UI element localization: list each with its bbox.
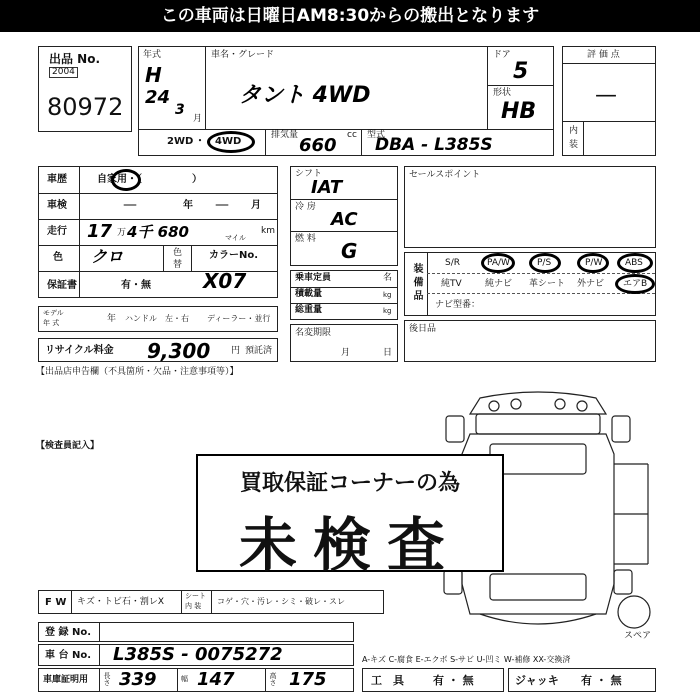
lot-number-box (38, 46, 132, 132)
handle-label: ハンドル (125, 314, 157, 323)
mileage-mile-note: マイル (225, 234, 246, 242)
drive-2wd: 2WD (167, 136, 194, 147)
history-private-circle (111, 169, 141, 191)
recycle-row (38, 338, 278, 362)
shape-value: HB (501, 99, 537, 124)
lot-number: 80972 (47, 93, 124, 121)
width-value: 147 (197, 669, 235, 690)
inspection-year-value: — (123, 197, 137, 213)
drive-4wd: 4WD (215, 136, 242, 147)
displacement-unit: cc (347, 130, 357, 140)
repaint-label-2: 替 (173, 260, 183, 270)
load-unit: kg (383, 291, 392, 299)
seat-label-1: シート (185, 592, 206, 600)
aircon-value: AC (331, 209, 358, 230)
drive-sep: ・ (195, 136, 205, 147)
inspection-label: 車検 (47, 200, 67, 211)
interior-label-1: 内 (569, 126, 579, 136)
recycle-value: 9,300 (147, 339, 211, 363)
name-change-box (290, 324, 398, 362)
dealer-options: ディーラー・並行 (207, 314, 271, 323)
inspection-year-unit: 年 (183, 200, 193, 211)
fw-label: F W (45, 597, 67, 608)
height-label: 高さ (269, 672, 277, 686)
model-year-label-2: 年 式 (43, 319, 60, 327)
color-value: クロ (91, 247, 124, 266)
model-type-label: 型式 (367, 130, 386, 140)
score-label: 評 価 点 (587, 50, 620, 60)
jack-options: 有 ・ 無 (581, 674, 622, 687)
sales-point-label: セールスポイント (409, 170, 481, 180)
mileage-km-unit: km (261, 226, 275, 236)
weight-label: 総重量 (295, 305, 323, 315)
jack-row (508, 668, 656, 692)
chassis-row (38, 644, 354, 666)
fuel-value: G (341, 239, 358, 263)
equip-paw: PA/W (487, 258, 510, 268)
recycle-unit: 円 (231, 346, 241, 356)
equip-ps-circle (529, 253, 561, 273)
tools-row (362, 668, 504, 692)
chassis-label: 車 台 No. (45, 650, 92, 661)
inspection-month-value: — (215, 197, 229, 213)
mileage-man-unit: 万 (117, 228, 127, 238)
mileage-label: 走行 (47, 226, 67, 237)
model-type-value: DBA - L385S (375, 135, 493, 155)
shift-label: シフト (295, 169, 323, 179)
aircon-label: 冷 房 (295, 202, 316, 212)
year-label: 年式 (143, 50, 162, 60)
seat-text: コゲ・穴・汚レ・シミ・破レ・スレ (217, 597, 345, 606)
equip-ext-navi: 外ナビ (577, 279, 605, 289)
registration-no-row (38, 622, 354, 642)
month-value: 3 (175, 102, 185, 118)
car-name-value: タント 4WD (239, 83, 371, 108)
spec-table-middle (290, 166, 398, 266)
tools-label: 工 具 (371, 674, 404, 687)
chassis-value: L385S - 0075272 (113, 644, 283, 665)
equip-airbag: エアB (623, 279, 648, 289)
displacement-value: 660 (299, 135, 337, 156)
recycle-label: リサイクル料金 (45, 345, 114, 356)
displacement-label: 排気量 (271, 130, 299, 140)
load-label: 積載量 (295, 289, 323, 299)
capacity-unit: 名 (383, 273, 393, 283)
warranty-label: 保証書 (47, 280, 77, 291)
inspection-month-unit: 月 (251, 200, 261, 211)
repaint-label-1: 色 (173, 248, 183, 258)
name-change-day-unit: 日 (383, 348, 393, 358)
handle-options: 左・右 (165, 314, 189, 323)
score-box (562, 46, 656, 156)
mileage-man: 17 (87, 221, 113, 242)
vehicle-cert-row (38, 668, 354, 692)
lot-number-label: 出品 No. (49, 52, 101, 66)
fuel-label: 燃 料 (295, 234, 316, 244)
vehicle-cert-label: 車庫証明用 (43, 675, 89, 685)
year-value: 24 (145, 87, 171, 108)
color-label: 色 (53, 252, 63, 263)
equip-ps: P/S (537, 258, 552, 268)
registration-no-label: 登 録 No. (45, 627, 92, 638)
sales-point-box (404, 166, 656, 248)
drive-4wd-circle (207, 131, 255, 153)
width-label: 幅 (181, 675, 188, 683)
spec-table-left (38, 166, 278, 298)
equip-abs: ABS (625, 258, 643, 268)
shape-label: 形状 (493, 88, 512, 98)
inspector-note-label: 【検査員記入】 (36, 441, 100, 451)
model-year-label-1: モデル (43, 309, 64, 317)
car-name-label: 車名・グレード (211, 50, 275, 60)
height-value: 175 (289, 669, 327, 690)
equip-navi: 純ナビ (485, 279, 513, 289)
after-market-box (404, 320, 656, 362)
weight-unit: kg (383, 307, 392, 315)
navi-model-label: ナビ型番： (435, 300, 481, 310)
lot-year-stamp: 2004 (49, 67, 78, 78)
not-inspected-stamp (196, 454, 504, 579)
equip-pw-circle (577, 253, 609, 273)
stamp-line-1: 買取保証コーナーの為 (239, 471, 460, 496)
capacity-table (290, 270, 398, 320)
equip-pw: P/W (585, 258, 603, 268)
equipment-label: 装 備 品 (411, 263, 422, 300)
vehicle-info-box (138, 46, 554, 156)
exhibitor-note-label: 【出品店申告欄（不具箇所・欠品・注意事項等）】 (36, 367, 239, 377)
jack-label: ジャッキ (515, 674, 559, 687)
equip-sr: S/R (445, 258, 460, 268)
stamp-line-2: 未検査 (238, 511, 461, 579)
history-label: 車歴 (47, 174, 67, 185)
capacity-label: 乗車定員 (295, 273, 332, 283)
mileage-rest: 4千 680 (127, 223, 189, 241)
model-year-row (38, 306, 278, 332)
name-change-label: 名変期限 (295, 328, 332, 338)
score-value: — (595, 83, 617, 108)
spare-label: スペア (624, 631, 652, 641)
color-code-value: X07 (203, 269, 247, 293)
equip-abs-circle (617, 253, 653, 273)
interior-label-2: 装 (569, 140, 579, 150)
year-era: H (145, 63, 162, 87)
damage-legend: A-キズ C-腐食 E-エクボ S-サビ U-凹ミ W-補修 XX-交換済 (362, 655, 571, 664)
recycle-note: 預託済 (245, 346, 273, 356)
equip-paw-circle (481, 253, 515, 273)
equipment-box (404, 252, 656, 316)
announcement-banner: この車両は日曜日AM8:30からの搬出となります (0, 0, 700, 32)
equip-leather: 革シート (529, 279, 566, 289)
length-value: 339 (119, 669, 157, 690)
tools-options: 有 ・ 無 (433, 674, 474, 687)
fw-legend-row (38, 590, 384, 614)
history-options: 自家用・（ ） (97, 174, 202, 185)
name-change-month-unit: 月 (341, 348, 351, 358)
seat-label-2: 内 装 (185, 602, 202, 610)
warranty-options: 有・無 (121, 280, 151, 291)
after-market-label: 後日品 (409, 324, 437, 334)
equip-tv: 純TV (441, 279, 462, 289)
length-label: 長さ (103, 672, 111, 686)
fw-text: キズ・トビ石・割レX (77, 597, 164, 607)
color-code-label: カラーNo. (209, 250, 259, 261)
model-year-unit: 年 (107, 314, 117, 324)
shift-value: IAT (311, 177, 343, 198)
equip-airbag-circle (615, 274, 655, 294)
door-label: ドア (493, 50, 511, 60)
door-value: 5 (513, 59, 529, 84)
month-unit: 月 (193, 114, 203, 124)
